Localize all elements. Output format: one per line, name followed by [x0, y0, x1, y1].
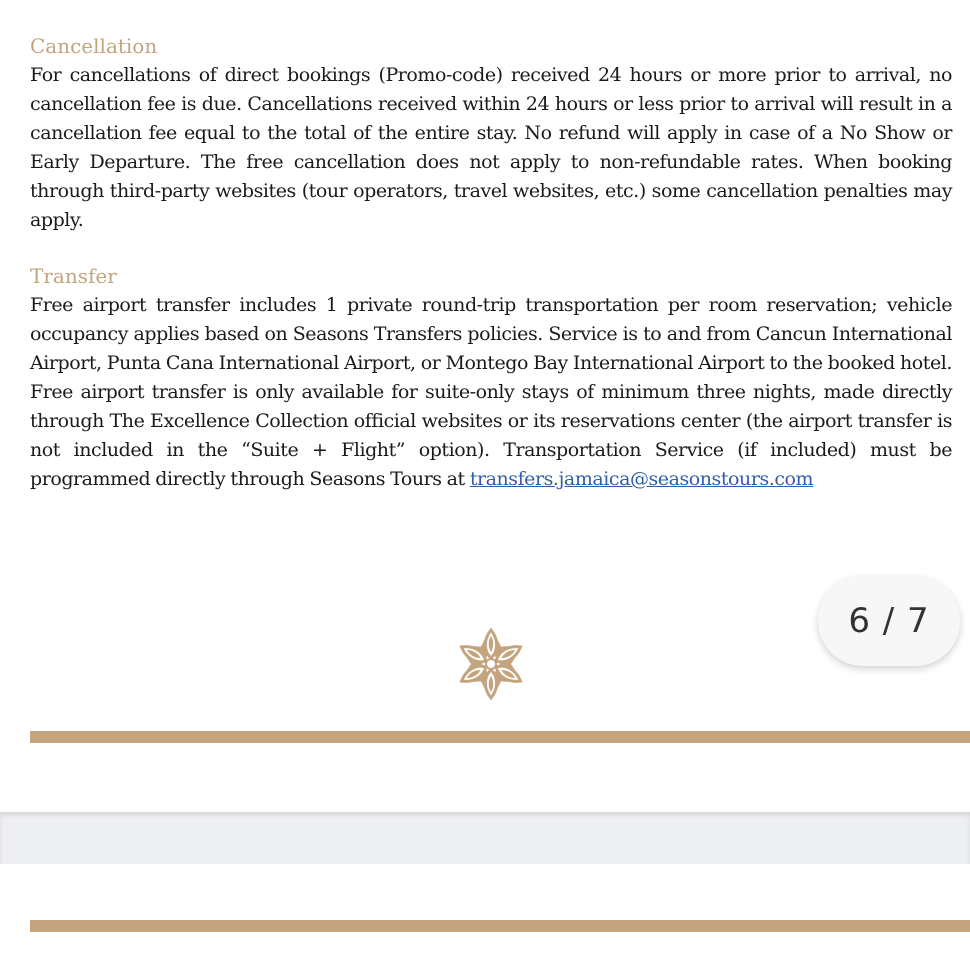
cancellation-paragraph: For cancellations of direct bookings (Promo-code) received 24 hours or more prior to arrival, no cancellation fee is due. Cancellations received within 24 hours or less prior to arrival will result in a cancellation fee equal to the total of the entire stay. No refund will apply in case of a No Show or Early Departure. The free cancellation does not apply to non-refundable rates. When booking through third-party websites (tour operators, travel websites, etc.) some cancellation penalties may apply.: [30, 64, 952, 231]
transfer-paragraph: [30, 291, 952, 494]
next-document-page: [0, 864, 970, 970]
flower-logo-icon: [453, 626, 529, 702]
page-separator: [0, 812, 970, 864]
cancellation-heading: Cancellation: [30, 34, 158, 58]
page-footer-rule: [30, 731, 970, 743]
transfer-body-text: Free airport transfer includes 1 private round-trip transportation per room reservation; vehicle occupancy applies based on Seasons Transfers policies. Service is to and from Cancun International Airport, Punta Cana International Airport, or Montego Bay International Airport to the booked hotel. Free airport transfer is only available for suite-only stays of minimum three nights, made directly through The Excellence Collection official websites or its reservations center (the airport transfer is not included in the “Suite + Flight” option). Transportation Service (if included) must be programmed directly through Seasons Tours at: [30, 294, 952, 490]
transfer-email-link[interactable]: transfers.jamaica@seasonstours.com: [469, 468, 814, 490]
page-indicator: 6 / 7: [818, 576, 960, 666]
page-header-rule: [30, 920, 970, 932]
transfer-heading: Transfer: [30, 264, 117, 288]
